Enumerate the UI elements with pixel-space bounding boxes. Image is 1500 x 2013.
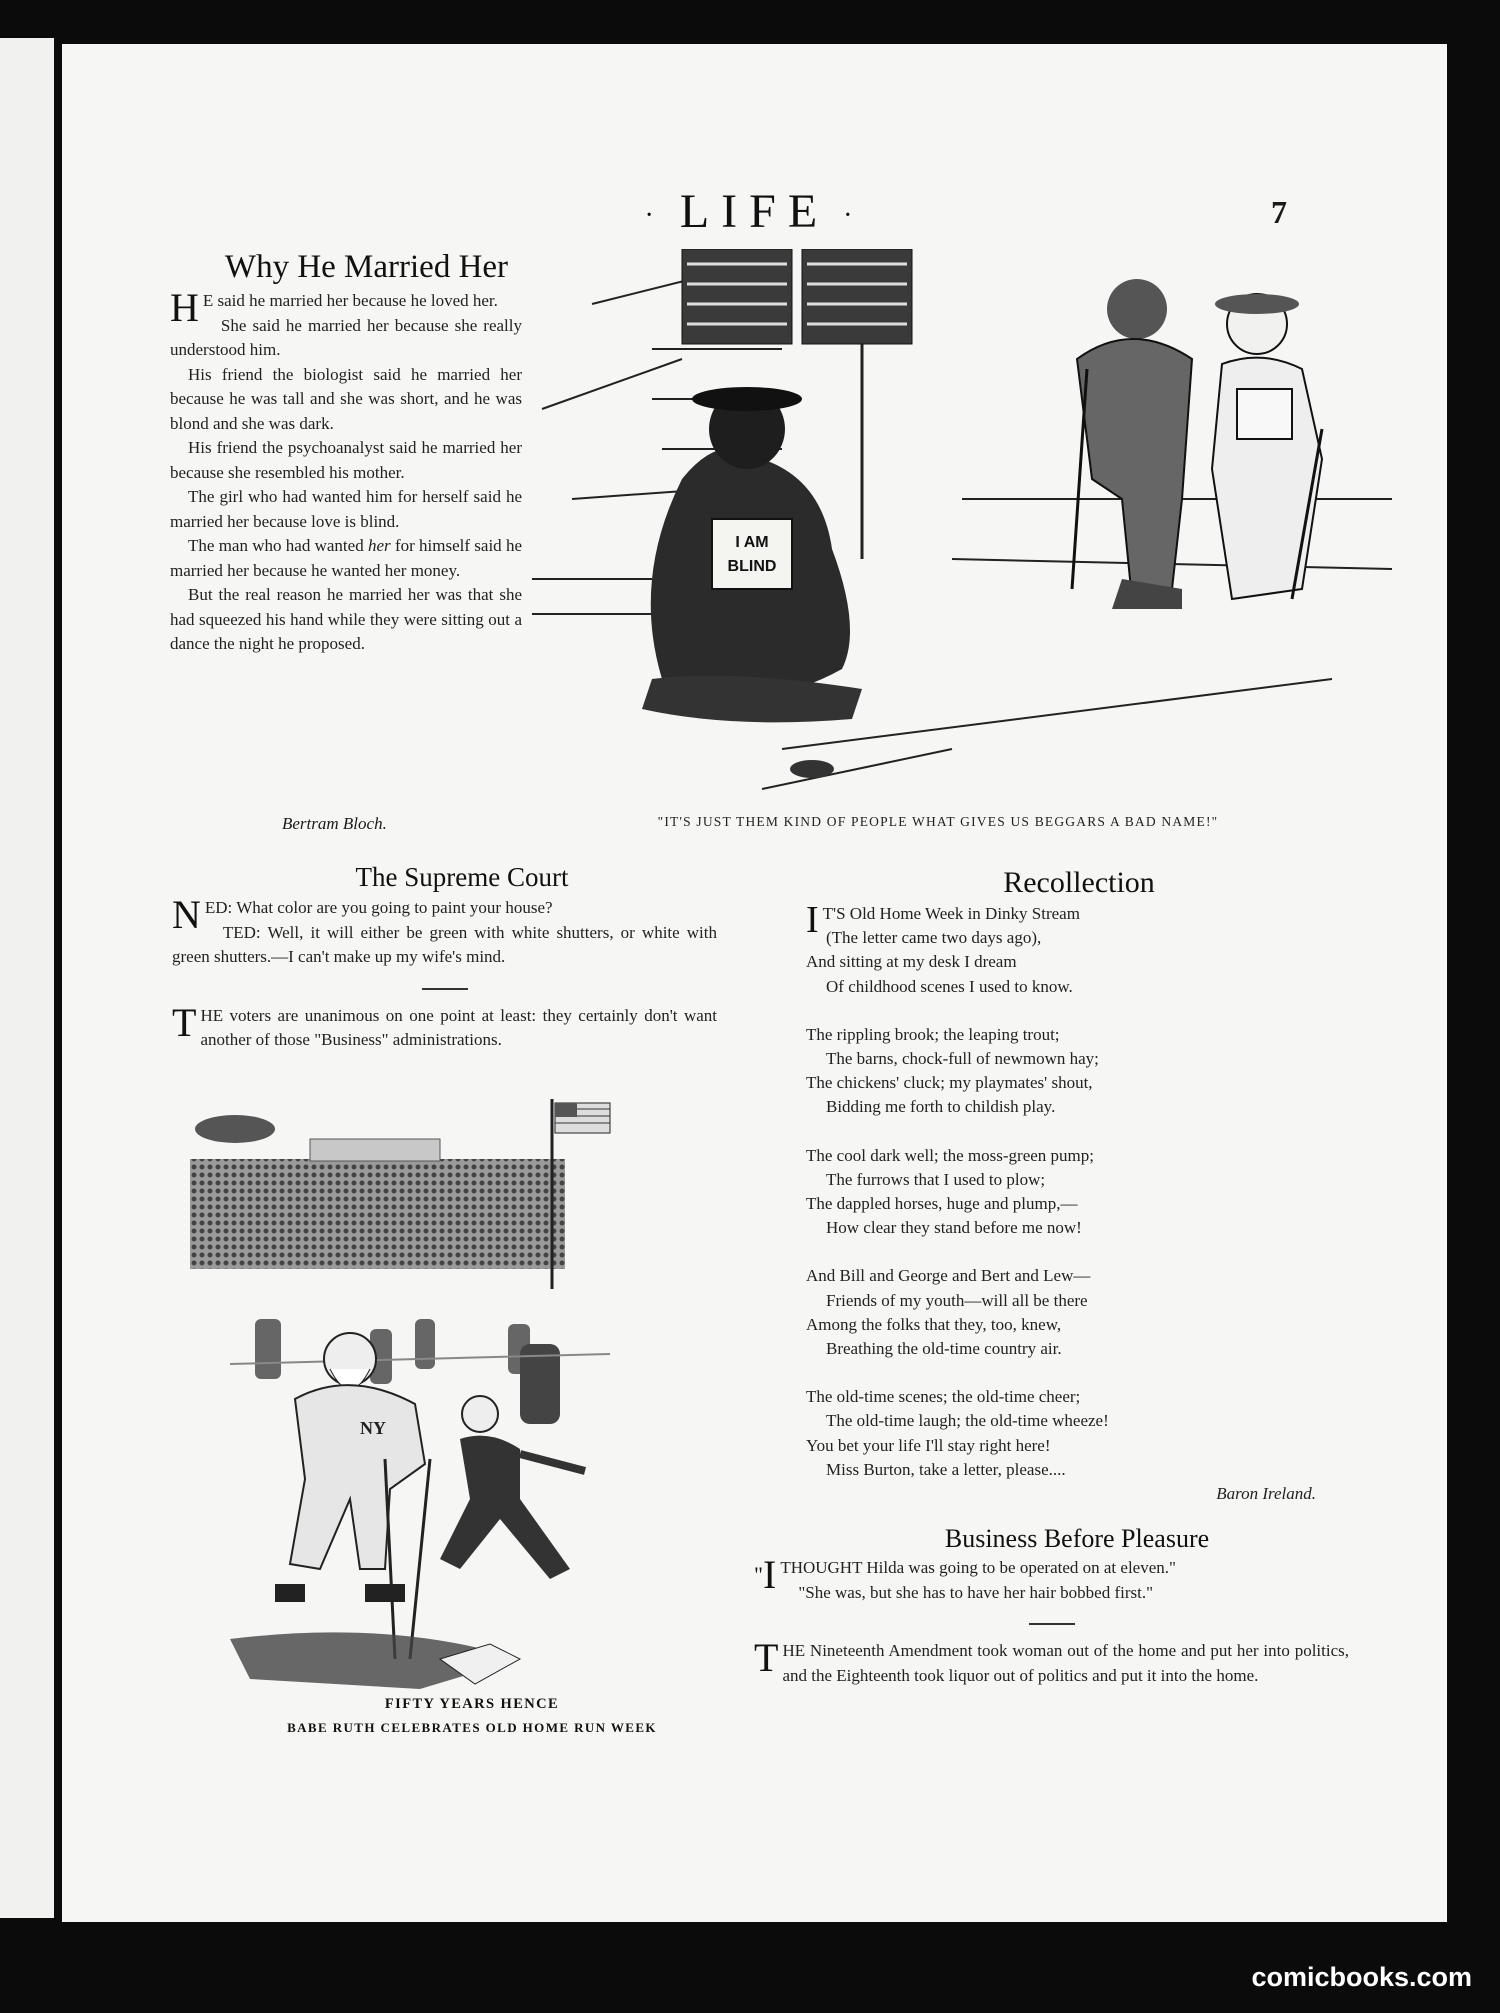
stanza: [806, 1144, 1326, 1241]
emphasis-text: her: [367, 536, 391, 555]
drop-cap: H: [170, 285, 199, 330]
paragraph: "She was, but she has to have her hair bobbed first.": [798, 1582, 1154, 1602]
poem-line: The furrows that I used to plow;: [826, 1169, 1046, 1189]
paragraph-text: THOUGHT Hilda was going to be operated on at eleven.": [780, 1558, 1176, 1577]
article-why-he-married-her: [170, 285, 522, 657]
divider: [1029, 1623, 1075, 1625]
article-title-why-he-married-her: Why He Married Her: [224, 249, 509, 285]
paragraph: [172, 999, 717, 1053]
paragraph: She said he married her because she really understood him.: [170, 315, 522, 359]
stanza: [806, 1023, 1326, 1120]
poem-line: Miss Burton, take a letter, please....: [826, 1459, 1066, 1479]
poem-signature: Baron Ireland.: [1216, 1484, 1316, 1504]
beggar-cup: [790, 760, 834, 778]
paragraph: [170, 534, 522, 583]
paragraph-text: HE Nineteenth Amendment took woman out of the home and put her into politics, and the Eighteenth took liquor out of politics and put it into the home.: [782, 1641, 1349, 1685]
watermark: comicbooks.com: [1251, 1962, 1472, 1992]
masthead: [62, 184, 1447, 239]
paragraph: [170, 285, 522, 330]
stanza: [806, 899, 1326, 999]
drop-cap: T: [754, 1635, 779, 1680]
drop-cap: T: [172, 999, 197, 1045]
poem-line: The rippling brook; the leaping trout;: [806, 1024, 1060, 1044]
poem-line: And Bill and George and Bert and Lew—: [806, 1266, 1091, 1286]
question-text: What color are you going to paint your house?: [236, 898, 553, 917]
caption-line-2: BABE RUTH CELEBRATES OLD HOME RUN WEEK: [287, 1720, 657, 1735]
beggars-cartoon-caption: "IT'S JUST THEM KIND OF PEOPLE WHAT GIVES US BEGGARS A BAD NAME!": [657, 814, 1219, 829]
caption-line-1: FIFTY YEARS HENCE: [384, 1696, 560, 1712]
baseball-cartoon: [190, 1099, 660, 1689]
paragraph-text: for himself said he married her because he wanted her money.: [170, 536, 522, 580]
masthead-dot-right: ·: [843, 199, 865, 231]
paragraph: [754, 1635, 1349, 1688]
paragraph-text: E said he married her because he loved her.: [202, 291, 498, 310]
poem-line: The old-time laugh; the old-time wheeze!: [826, 1411, 1109, 1431]
article1-signature: Bertram Bloch.: [282, 814, 387, 833]
paragraph: His friend the psychoanalyst said he married her because she resembled his mother.: [170, 438, 522, 482]
drop-cap: I: [806, 899, 819, 941]
paragraph: But the real reason he married her was that she had squeezed his hand while they were sitting out a dance the night he proposed.: [170, 585, 522, 653]
masthead-title: LIFE: [679, 185, 830, 238]
old-umpire: [440, 1396, 585, 1579]
blind-beggar: [642, 387, 862, 778]
poem-line: Friends of my youth—will all be there: [826, 1290, 1088, 1310]
paragraph: [172, 921, 717, 970]
poem-line: Breathing the old-time country air.: [826, 1339, 1062, 1359]
article-title-supreme-court: The Supreme Court: [355, 862, 569, 892]
drop-cap: I: [762, 1552, 777, 1597]
poem-line: How clear they stand before me now!: [826, 1218, 1082, 1238]
sign-line-1: I AM: [735, 534, 769, 551]
poem-line: The chickens' cluck; my playmates' shout,: [806, 1073, 1093, 1093]
poem-line: Of childhood scenes I used to know.: [826, 976, 1073, 996]
poem-line: (The letter came two days ago),: [826, 928, 1042, 948]
masthead-dot-left: ·: [644, 199, 666, 231]
answer-text: Well, it will either be green with white shutters, or white with green shutters.—I can't make up my wife's mind.: [172, 922, 717, 966]
sign-line-2: BLIND: [727, 558, 777, 575]
article-supreme-court: [172, 892, 717, 1053]
previous-page-edge: [0, 38, 54, 1918]
drop-cap: N: [172, 892, 201, 937]
poem-line: The barns, chock-full of newmown hay;: [826, 1049, 1099, 1069]
open-quote: ": [754, 1562, 763, 1587]
stanza: [806, 1264, 1326, 1361]
poem-recollection: [806, 899, 1326, 1506]
divider: [422, 988, 468, 990]
paragraph-text: The man who had wanted: [188, 536, 364, 555]
page-number: 7: [1271, 194, 1287, 230]
paragraph: The girl who had wanted him for herself said he married her because love is blind.: [170, 487, 522, 531]
stanza: [806, 1385, 1326, 1506]
article-business-before-pleasure: [754, 1552, 1349, 1688]
poem-title-recollection: Recollection: [1003, 866, 1155, 899]
i-am-blind-sign: [712, 519, 792, 589]
poem-line: You bet your life I'll stay right here!: [806, 1435, 1051, 1455]
beggars-cartoon: [532, 249, 1392, 814]
speaker-ted: TED:: [222, 922, 261, 942]
poem-line: The cool dark well; the moss-green pump;: [806, 1145, 1094, 1165]
poem-line: The old-time scenes; the old-time cheer;: [806, 1387, 1081, 1407]
paragraph: His friend the biologist said he married her because he was tall and she was short, and he was blond and she was dark.: [170, 364, 522, 433]
speaker-ned: ED:: [204, 898, 233, 917]
poem-line-text: T'S Old Home Week in Dinky Stream: [822, 904, 1080, 923]
old-babe-ruth: [275, 1333, 430, 1659]
poem-line: Among the folks that they, too, knew,: [806, 1314, 1062, 1334]
paragraph-text: HE voters are unanimous on one point at least: they certainly don't want another of those "Business" administrations.: [200, 1005, 717, 1049]
poem-line: And sitting at my desk I dream: [806, 952, 1017, 972]
stadium-crowd: [190, 1115, 565, 1269]
window-shutters: [682, 249, 912, 344]
poem-line: Bidding me forth to childish play.: [826, 1097, 1056, 1117]
poem-line: The dappled horses, huge and plump,—: [806, 1194, 1078, 1214]
baseball-cartoon-caption: [212, 1692, 732, 1740]
two-standing-beggars: [1072, 279, 1322, 609]
article-title-business-before-pleasure: Business Before Pleasure: [944, 1524, 1210, 1553]
magazine-page: [62, 44, 1447, 1922]
ny-logo: NY: [360, 1418, 386, 1438]
